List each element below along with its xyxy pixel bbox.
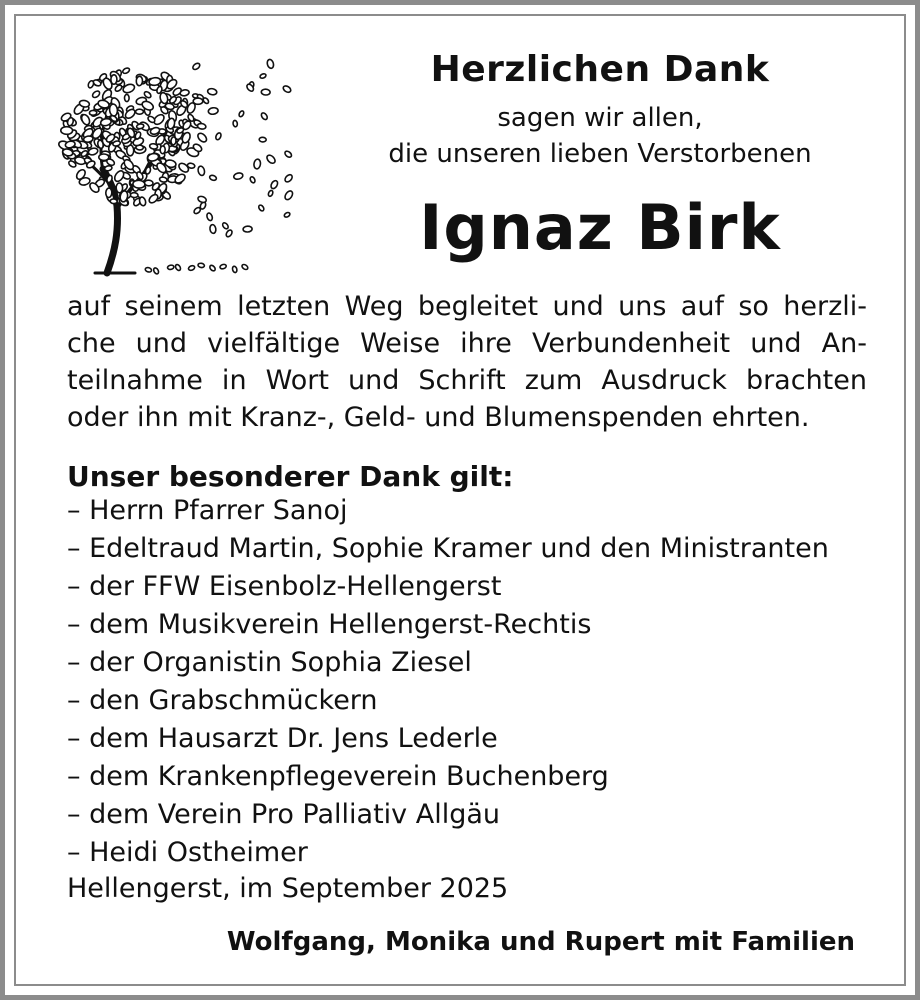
leaf	[232, 266, 238, 273]
leaf	[284, 150, 293, 158]
leaf	[124, 94, 129, 101]
leaf	[106, 188, 112, 198]
leaf	[208, 107, 219, 115]
leaf	[193, 206, 202, 214]
body-line: auf seinem letzten Weg begleitet und uns auf so herzli-	[67, 291, 867, 322]
list-item: – Edeltraud Martin, Sophie Kramer und den Ministranten	[67, 533, 829, 564]
list-item: – der FFW Eisenbolz-Hellengerst	[67, 571, 502, 602]
leaf	[188, 265, 196, 271]
leaf	[159, 177, 167, 183]
thanks-list	[67, 492, 829, 872]
leaf	[91, 90, 101, 99]
leaf	[113, 169, 126, 183]
leaf	[89, 110, 97, 115]
leaf	[99, 154, 109, 161]
leaf	[80, 113, 91, 126]
leaf	[197, 123, 206, 130]
leaf	[258, 204, 265, 212]
leaf	[149, 143, 158, 149]
list-item: – dem Krankenpflegeverein Buchenberg	[67, 761, 609, 792]
signature: Wolfgang, Monika und Rupert mit Familien	[226, 927, 855, 957]
leaf	[267, 190, 273, 197]
leaf	[270, 179, 279, 189]
body-line: oder ihn mit Kranz-, Geld- und Blumenspenden ehrten.	[67, 402, 810, 433]
leaf	[193, 98, 203, 104]
leaf	[209, 264, 216, 272]
leaf	[139, 196, 147, 206]
thanks-heading: Unser besonderer Dank gilt:	[67, 460, 514, 493]
list-item: – der Organistin Sophia Ziesel	[67, 647, 472, 678]
leaf	[136, 76, 143, 86]
deceased-name: Ignaz Birk	[419, 191, 781, 264]
list-item: – den Grabschmückern	[67, 685, 378, 716]
leaf	[238, 110, 245, 117]
leaf	[284, 173, 294, 183]
leaf	[222, 222, 230, 230]
leaf	[197, 195, 207, 203]
leaf	[233, 172, 243, 180]
leaf	[197, 165, 205, 176]
leaf	[206, 212, 213, 221]
leaf	[259, 73, 266, 79]
leaf	[136, 109, 144, 114]
header-title: Herzlichen Dank	[430, 49, 770, 90]
leaf	[196, 132, 208, 144]
leaf	[122, 67, 131, 75]
leaf	[219, 264, 226, 270]
leaf	[171, 137, 177, 145]
list-item: – dem Verein Pro Palliativ Allgäu	[67, 799, 501, 830]
leaf	[243, 226, 252, 232]
leaf	[160, 146, 165, 154]
list-item: – dem Hausarzt Dr. Jens Lederle	[67, 723, 498, 754]
tree-icon	[55, 41, 295, 281]
leaf	[284, 190, 295, 201]
leaf	[261, 89, 270, 95]
leaf	[145, 267, 152, 273]
leaf	[61, 127, 73, 135]
leaf	[260, 112, 268, 121]
list-item: – Heidi Ostheimer	[67, 837, 308, 868]
body-text	[67, 288, 867, 436]
leaf	[259, 137, 266, 142]
list-item: – Herrn Pfarrer Sanoj	[67, 495, 348, 526]
leaf	[207, 88, 217, 96]
header-line-2: die unseren lieben Verstorbenen	[388, 139, 812, 169]
leaf	[249, 176, 256, 184]
place-date: Hellengerst, im September 2025	[67, 873, 509, 904]
leaf	[253, 159, 261, 170]
leaf	[266, 59, 274, 69]
body-line: che und vielfältige Weise ihre Verbundenheit und An-	[67, 328, 867, 359]
leaf	[198, 263, 205, 268]
list-item: – dem Musikverein Hellengerst-Rechtis	[67, 609, 592, 640]
leaf	[209, 174, 217, 181]
leaf	[282, 85, 292, 94]
leaf	[148, 193, 160, 204]
leaf	[133, 180, 145, 188]
leaf	[167, 265, 174, 270]
leaf	[109, 104, 118, 117]
leaf	[174, 264, 181, 272]
leaf	[111, 75, 117, 85]
leaf	[136, 123, 144, 129]
leaf	[87, 80, 94, 89]
leaf	[147, 115, 156, 124]
leaf	[265, 154, 276, 165]
leaf	[233, 120, 238, 127]
leaf	[130, 193, 138, 198]
header-line-1: sagen wir allen,	[497, 103, 703, 133]
leaf	[215, 132, 222, 140]
leaf	[284, 212, 291, 218]
body-line: teilnahme in Wort und Schrift zum Ausdruck brachten	[67, 365, 867, 396]
leaf	[209, 224, 216, 234]
leaf	[110, 199, 117, 204]
leaf	[192, 62, 201, 71]
leaf	[225, 229, 233, 238]
leaf	[241, 263, 249, 270]
leaf	[153, 267, 160, 275]
